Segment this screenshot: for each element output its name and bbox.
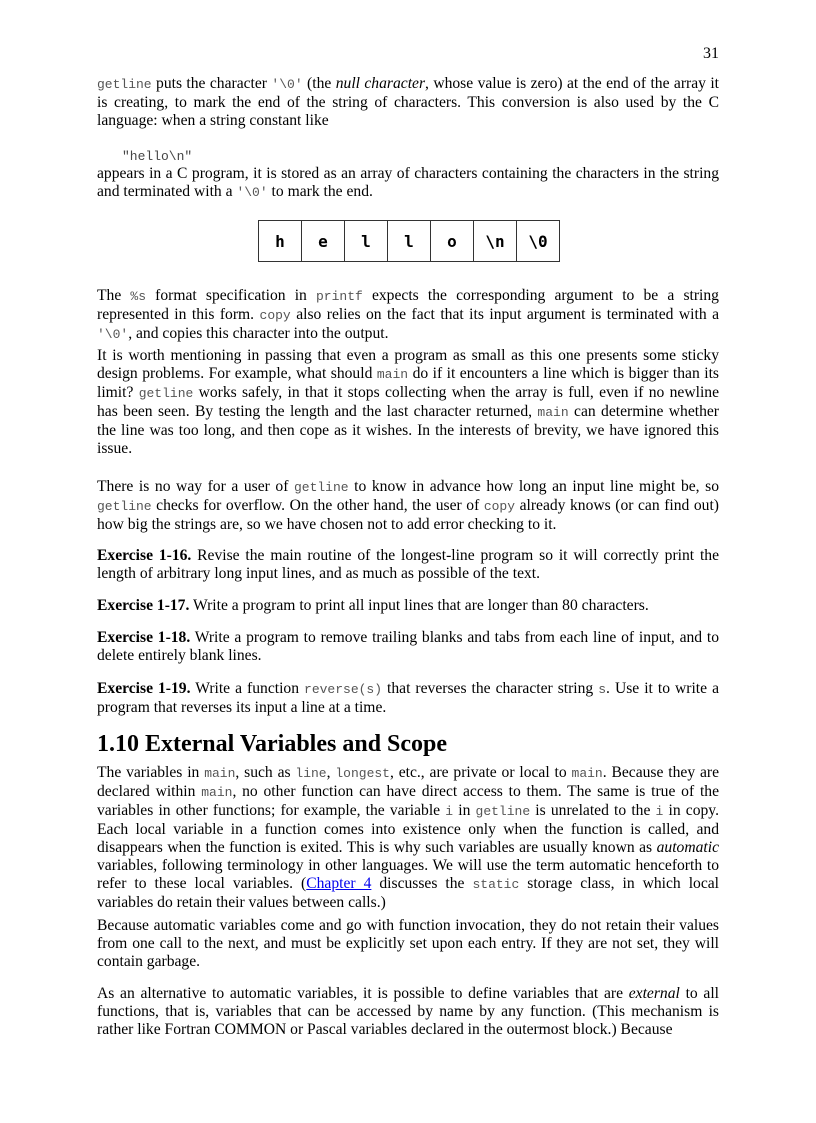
inline-code: line <box>295 766 327 781</box>
array-cell: l <box>345 221 388 261</box>
array-cell: e <box>302 221 345 261</box>
exercise-label: Exercise 1-18. <box>97 629 191 646</box>
text: , <box>326 764 336 781</box>
text: , whose value is zero) at the end of the array it is creating, to mark the end of the string of characters. This conversion is also used by the C language: when a string constant like <box>97 75 720 129</box>
inline-code: main <box>571 766 603 781</box>
paragraph <box>97 75 719 130</box>
string-array-diagram <box>258 220 560 262</box>
text: that reverses the character string <box>382 680 599 697</box>
exercise-1-17 <box>97 597 719 615</box>
text: , etc., are private or local to <box>389 764 572 781</box>
array-cell: l <box>388 221 431 261</box>
text: The <box>97 287 131 304</box>
inline-code: '\0' <box>236 185 268 200</box>
inline-code: copy <box>483 499 516 514</box>
paragraph <box>97 165 719 202</box>
inline-code: reverse(s) <box>304 682 383 697</box>
inline-code: static <box>472 877 520 892</box>
inline-code: getline <box>293 480 349 495</box>
inline-code: main <box>204 766 236 781</box>
paragraph <box>97 347 719 458</box>
exercise-label: Exercise 1-17. <box>97 597 190 614</box>
text: expects the corresponding argument to be a string represented in this form. <box>97 287 719 323</box>
text: already knows (or can find out) how big the strings are, so we have chosen not to add error checking to it. <box>97 497 719 533</box>
inline-code: main <box>376 367 409 382</box>
code-example: "hello\n" <box>122 149 193 164</box>
text: to mark the end. <box>267 183 373 200</box>
section-heading: 1.10 External Variables and Scope <box>97 731 448 757</box>
text: appears in a C program, it is stored as an array of characters containing the characters in the string and terminated with a <box>97 165 719 200</box>
inline-code: getline <box>138 386 194 401</box>
paragraph <box>97 287 719 344</box>
text: . Because they are declared within <box>97 764 719 800</box>
inline-code: getline <box>97 499 152 514</box>
emphasis: null character <box>335 75 426 92</box>
text: storage class, in which local variables do retain their values between calls.) <box>97 875 720 911</box>
array-cell: h <box>259 221 302 261</box>
text: , no other function can have direct access to them. The same is true of the variables in other functions; for example, the variable <box>97 783 719 819</box>
inline-code: '\0' <box>271 77 303 92</box>
inline-code: getline <box>97 77 152 92</box>
text: is unrelated to the <box>530 802 656 819</box>
text: also relies on the fact that its input argument is terminated with a <box>290 306 719 323</box>
text: format specification in <box>146 287 316 304</box>
text: There is no way for a user of <box>97 478 294 495</box>
text: The variables in <box>97 764 205 781</box>
text: to know in advance how long an input line might be, so <box>348 478 720 495</box>
text: Revise the main routine of the longest-line program so it will correctly print the length of arbitrary long input lines, and as much as possible of the text. <box>97 547 720 582</box>
text: It is worth mentioning in passing that even a program as small as this one presents some sticky design problems. For example, what should <box>97 347 719 382</box>
inline-code: main <box>537 405 569 420</box>
inline-code: '\0' <box>97 327 129 342</box>
exercise-label: Exercise 1-19. <box>97 680 191 697</box>
emphasis: external <box>628 985 680 1002</box>
text: Write a program to remove trailing blanks and tabs from each line of input, and to delete entirely blank lines. <box>97 629 719 664</box>
text: in copy. Each local variable in a function comes into existence only when the function is called, and disappears when the function is exited. This is why such variables are usually known as <box>97 802 719 856</box>
text: to all functions, that is, variables that can be accessed by name by any function. (This mechanism is rather like Fortran COMMON or Pascal variables declared in the outermost block.) Because <box>97 985 720 1038</box>
array-cell: \0 <box>528 231 548 251</box>
exercise-1-18 <box>97 629 719 665</box>
text: Write a program to print all input lines that are longer than 80 characters. <box>189 597 649 614</box>
inline-code: main <box>201 785 233 800</box>
text: Write a function <box>190 680 305 697</box>
exercise-label: Exercise 1-16. <box>97 547 192 564</box>
text: variables, following terminology in other languages. We will use the term automatic henceforth to refer to these local variables. ( <box>97 857 719 892</box>
paragraph <box>97 917 719 971</box>
inline-code: longest <box>335 766 390 781</box>
array-cell: \n <box>474 221 517 261</box>
paragraph <box>97 478 719 534</box>
inline-code: i <box>655 804 664 819</box>
paragraph <box>97 764 719 912</box>
paragraph <box>97 985 719 1039</box>
text: works safely, in that it stops collecting when the array is full, even if no newline has been seen. By testing the length and the last character returned, <box>97 384 720 420</box>
text: can determine whether the line was too long, and then cope as it wishes. In the interests of brevity, we have ignored this issue. <box>97 403 719 457</box>
inline-code: %s <box>130 289 147 304</box>
text: checks for overflow. On the other hand, the user of <box>151 497 484 514</box>
text: do if it encounters a line which is bigger than its limit? <box>97 365 719 401</box>
exercise-1-19 <box>97 680 719 717</box>
text: Because automatic variables come and go with function invocation, they do not retain their values from one call to the next, and must be explicitly set upon each entry. If they are not set, they will contain garbage. <box>97 917 719 970</box>
text: , and copies this character into the output. <box>128 325 389 342</box>
page-number: 31 <box>703 45 719 62</box>
array-cell: o <box>431 221 474 261</box>
emphasis: automatic <box>656 839 719 856</box>
inline-code: getline <box>475 804 531 819</box>
text: . Use it to write a program that reverses its input a line at a time. <box>97 680 719 716</box>
inline-code: i <box>445 804 454 819</box>
text: As an alternative to automatic variables, it is possible to define variables that are <box>97 985 629 1002</box>
inline-code: copy <box>259 308 291 323</box>
text: discusses the <box>371 875 473 892</box>
inline-code: printf <box>316 289 363 304</box>
exercise-1-16 <box>97 547 719 583</box>
inline-code: s <box>598 682 607 697</box>
text: puts the character <box>151 75 272 92</box>
text: (the <box>302 75 336 92</box>
chapter-link[interactable]: Chapter 4 <box>306 875 372 892</box>
text: in <box>453 802 476 819</box>
text: , such as <box>235 764 296 781</box>
